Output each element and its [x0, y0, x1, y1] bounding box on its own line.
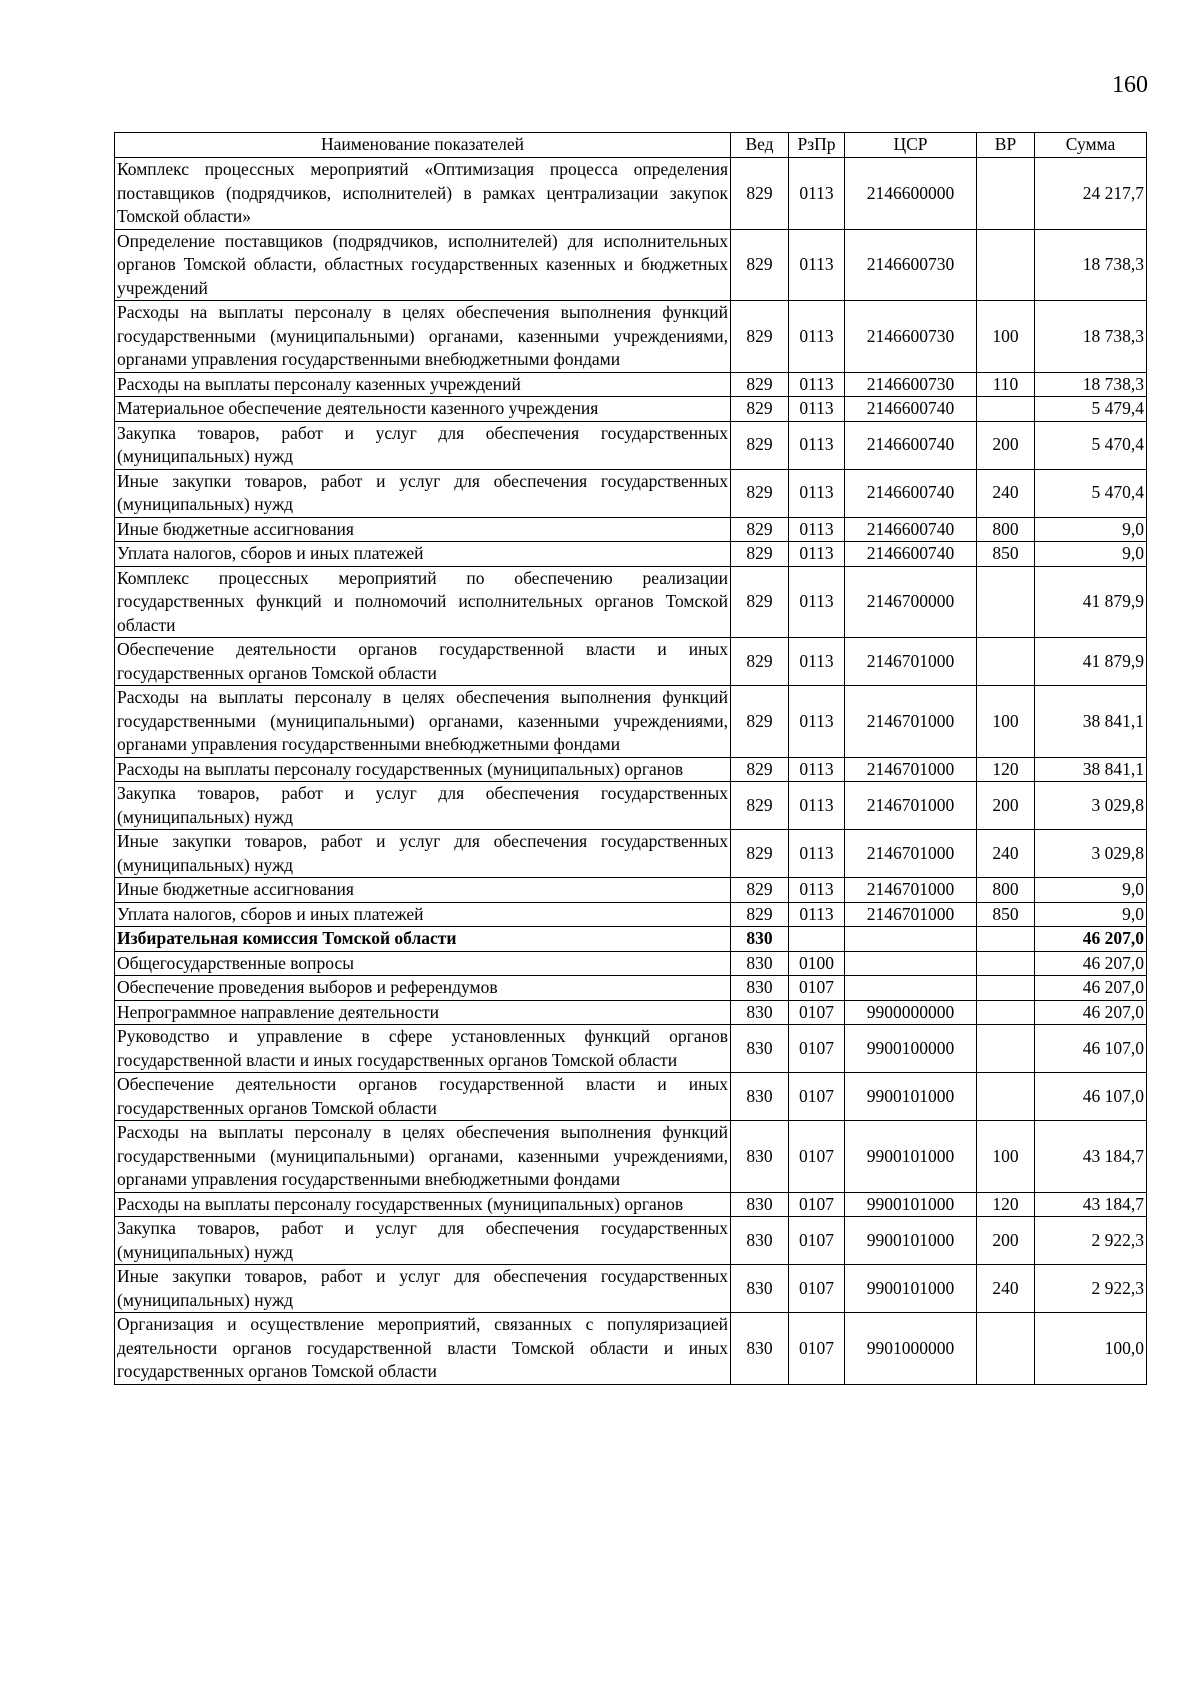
cell-sum: 41 879,9 — [1035, 638, 1147, 686]
table-row — [115, 566, 1147, 638]
table-row — [115, 397, 1147, 422]
cell-vr: 100 — [977, 686, 1035, 758]
cell-sum: 46 107,0 — [1035, 1025, 1147, 1073]
cell-sum: 18 738,3 — [1035, 229, 1147, 301]
cell-ved: 830 — [731, 976, 789, 1001]
cell-rzpr: 0107 — [789, 1073, 845, 1121]
cell-ved: 830 — [731, 1073, 789, 1121]
table-row — [115, 1025, 1147, 1073]
cell-name: Иные закупки товаров, работ и услуг для обеспечения государственных (муниципальных) нужд — [115, 830, 731, 878]
cell-sum: 46 207,0 — [1035, 951, 1147, 976]
cell-csr: 9900101000 — [845, 1192, 977, 1217]
cell-vr — [977, 397, 1035, 422]
cell-csr: 2146701000 — [845, 757, 977, 782]
cell-sum: 9,0 — [1035, 517, 1147, 542]
cell-name: Организация и осуществление мероприятий, связанных с популяризацией деятельности органов государственной власти Томской области и иных государственных органов Томской области — [115, 1313, 731, 1385]
cell-csr: 2146600730 — [845, 301, 977, 373]
table-row — [115, 229, 1147, 301]
cell-ved: 830 — [731, 1265, 789, 1313]
cell-ved: 829 — [731, 229, 789, 301]
cell-vr: 120 — [977, 1192, 1035, 1217]
table-row — [115, 421, 1147, 469]
cell-sum: 24 217,7 — [1035, 158, 1147, 230]
cell-vr — [977, 1073, 1035, 1121]
header-sum: Сумма — [1035, 133, 1147, 158]
cell-sum: 9,0 — [1035, 902, 1147, 927]
cell-ved: 830 — [731, 1025, 789, 1073]
table-row — [115, 301, 1147, 373]
cell-ved: 830 — [731, 951, 789, 976]
cell-csr: 2146701000 — [845, 902, 977, 927]
cell-sum: 3 029,8 — [1035, 830, 1147, 878]
cell-rzpr: 0113 — [789, 301, 845, 373]
cell-csr: 9900101000 — [845, 1265, 977, 1313]
table-row — [115, 976, 1147, 1001]
cell-rzpr: 0107 — [789, 1025, 845, 1073]
cell-rzpr: 0113 — [789, 902, 845, 927]
table-row — [115, 1073, 1147, 1121]
cell-vr — [977, 638, 1035, 686]
page-number: 160 — [1112, 72, 1148, 98]
cell-rzpr: 0113 — [789, 397, 845, 422]
cell-rzpr: 0113 — [789, 782, 845, 830]
header-vr: ВР — [977, 133, 1035, 158]
cell-ved: 829 — [731, 372, 789, 397]
table-row — [115, 686, 1147, 758]
cell-rzpr: 0113 — [789, 542, 845, 567]
cell-vr: 850 — [977, 902, 1035, 927]
table-row — [115, 372, 1147, 397]
cell-sum: 38 841,1 — [1035, 686, 1147, 758]
cell-sum: 5 470,4 — [1035, 421, 1147, 469]
cell-sum: 38 841,1 — [1035, 757, 1147, 782]
cell-csr: 9901000000 — [845, 1313, 977, 1385]
cell-rzpr: 0113 — [789, 757, 845, 782]
cell-sum: 46 107,0 — [1035, 1073, 1147, 1121]
cell-csr: 9900101000 — [845, 1073, 977, 1121]
cell-ved: 829 — [731, 638, 789, 686]
cell-csr: 2146700000 — [845, 566, 977, 638]
cell-csr — [845, 976, 977, 1001]
cell-rzpr: 0113 — [789, 372, 845, 397]
table-row — [115, 782, 1147, 830]
table-row — [115, 1217, 1147, 1265]
cell-vr: 800 — [977, 878, 1035, 903]
cell-vr — [977, 976, 1035, 1001]
cell-name: Расходы на выплаты персоналу государственных (муниципальных) органов — [115, 1192, 731, 1217]
cell-csr: 2146701000 — [845, 638, 977, 686]
cell-vr — [977, 229, 1035, 301]
table-row — [115, 757, 1147, 782]
cell-vr: 120 — [977, 757, 1035, 782]
cell-ved: 830 — [731, 1192, 789, 1217]
cell-sum: 46 207,0 — [1035, 1000, 1147, 1025]
cell-ved: 829 — [731, 566, 789, 638]
cell-name: Иные бюджетные ассигнования — [115, 878, 731, 903]
cell-ved: 830 — [731, 1000, 789, 1025]
budget-table — [114, 132, 1147, 1385]
cell-csr: 2146600730 — [845, 372, 977, 397]
cell-sum: 9,0 — [1035, 542, 1147, 567]
cell-name: Расходы на выплаты персоналу в целях обеспечения выполнения функций государственными (муниципальными) органами, казенными учреждениями, органами управления государственными внебюджетными фондами — [115, 301, 731, 373]
cell-name: Иные закупки товаров, работ и услуг для обеспечения государственных (муниципальных) нужд — [115, 1265, 731, 1313]
cell-vr — [977, 1025, 1035, 1073]
cell-vr — [977, 566, 1035, 638]
cell-csr — [845, 927, 977, 952]
cell-rzpr: 0107 — [789, 1217, 845, 1265]
table-row — [115, 902, 1147, 927]
cell-name: Расходы на выплаты персоналу государственных (муниципальных) органов — [115, 757, 731, 782]
cell-rzpr — [789, 927, 845, 952]
cell-rzpr: 0107 — [789, 1313, 845, 1385]
cell-sum: 46 207,0 — [1035, 976, 1147, 1001]
cell-name: Иные бюджетные ассигнования — [115, 517, 731, 542]
cell-rzpr: 0113 — [789, 686, 845, 758]
cell-vr: 100 — [977, 1121, 1035, 1193]
cell-rzpr: 0113 — [789, 878, 845, 903]
cell-csr: 2146600740 — [845, 517, 977, 542]
cell-ved: 830 — [731, 1313, 789, 1385]
cell-csr: 2146600740 — [845, 542, 977, 567]
cell-rzpr: 0113 — [789, 517, 845, 542]
cell-name: Избирательная комиссия Томской области — [115, 927, 731, 952]
cell-name: Иные закупки товаров, работ и услуг для обеспечения государственных (муниципальных) нужд — [115, 469, 731, 517]
table-row — [115, 951, 1147, 976]
cell-sum: 18 738,3 — [1035, 372, 1147, 397]
cell-csr: 9900000000 — [845, 1000, 977, 1025]
cell-name: Расходы на выплаты персоналу казенных учреждений — [115, 372, 731, 397]
cell-sum: 41 879,9 — [1035, 566, 1147, 638]
table-body — [115, 158, 1147, 1385]
table-row — [115, 927, 1147, 952]
cell-csr: 2146600000 — [845, 158, 977, 230]
cell-rzpr: 0113 — [789, 158, 845, 230]
cell-csr: 2146600740 — [845, 397, 977, 422]
cell-rzpr: 0107 — [789, 1192, 845, 1217]
cell-vr: 800 — [977, 517, 1035, 542]
cell-ved: 829 — [731, 542, 789, 567]
cell-ved: 829 — [731, 902, 789, 927]
cell-name: Общегосударственные вопросы — [115, 951, 731, 976]
cell-vr: 240 — [977, 830, 1035, 878]
table-row — [115, 1265, 1147, 1313]
table-row — [115, 1121, 1147, 1193]
cell-ved: 829 — [731, 158, 789, 230]
cell-sum: 9,0 — [1035, 878, 1147, 903]
cell-name: Определение поставщиков (подрядчиков, исполнителей) для исполнительных органов Томской области, областных государственных казенных и бюджетных учреждений — [115, 229, 731, 301]
cell-sum: 43 184,7 — [1035, 1121, 1147, 1193]
cell-rzpr: 0113 — [789, 469, 845, 517]
table-row — [115, 830, 1147, 878]
cell-ved: 829 — [731, 878, 789, 903]
cell-name: Закупка товаров, работ и услуг для обеспечения государственных (муниципальных) нужд — [115, 421, 731, 469]
cell-rzpr: 0107 — [789, 976, 845, 1001]
cell-vr — [977, 951, 1035, 976]
cell-csr: 9900100000 — [845, 1025, 977, 1073]
cell-rzpr: 0107 — [789, 1121, 845, 1193]
cell-ved: 829 — [731, 301, 789, 373]
cell-name: Уплата налогов, сборов и иных платежей — [115, 902, 731, 927]
cell-sum: 2 922,3 — [1035, 1265, 1147, 1313]
cell-vr — [977, 1000, 1035, 1025]
table-row — [115, 1192, 1147, 1217]
table-row — [115, 1000, 1147, 1025]
cell-name: Обеспечение деятельности органов государственной власти и иных государственных органов Томской области — [115, 638, 731, 686]
cell-ved: 829 — [731, 830, 789, 878]
table-row — [115, 517, 1147, 542]
table-header-row — [115, 133, 1147, 158]
cell-sum: 46 207,0 — [1035, 927, 1147, 952]
cell-name: Расходы на выплаты персоналу в целях обеспечения выполнения функций государственными (муниципальными) органами, казенными учреждениями, органами управления государственными внебюджетными фондами — [115, 1121, 731, 1193]
cell-vr — [977, 927, 1035, 952]
cell-rzpr: 0113 — [789, 566, 845, 638]
cell-name: Закупка товаров, работ и услуг для обеспечения государственных (муниципальных) нужд — [115, 1217, 731, 1265]
cell-ved: 829 — [731, 469, 789, 517]
cell-name: Обеспечение проведения выборов и референдумов — [115, 976, 731, 1001]
cell-sum: 5 470,4 — [1035, 469, 1147, 517]
cell-csr: 9900101000 — [845, 1121, 977, 1193]
cell-name: Комплекс процессных мероприятий по обеспечению реализации государственных функций и полномочий исполнительных органов Томской области — [115, 566, 731, 638]
cell-rzpr: 0113 — [789, 830, 845, 878]
cell-csr — [845, 951, 977, 976]
cell-vr: 200 — [977, 782, 1035, 830]
cell-name: Руководство и управление в сфере установленных функций органов государственной власти и иных государственных органов Томской области — [115, 1025, 731, 1073]
cell-rzpr: 0113 — [789, 638, 845, 686]
cell-name: Комплекс процессных мероприятий «Оптимизация процесса определения поставщиков (подрядчиков, исполнителей) в рамках централизации закупок Томской области» — [115, 158, 731, 230]
cell-vr — [977, 158, 1035, 230]
cell-vr: 240 — [977, 1265, 1035, 1313]
cell-sum: 2 922,3 — [1035, 1217, 1147, 1265]
header-name: Наименование показателей — [115, 133, 731, 158]
cell-ved: 829 — [731, 757, 789, 782]
cell-ved: 830 — [731, 1121, 789, 1193]
header-csr: ЦСР — [845, 133, 977, 158]
table-row — [115, 878, 1147, 903]
cell-name: Закупка товаров, работ и услуг для обеспечения государственных (муниципальных) нужд — [115, 782, 731, 830]
cell-vr: 200 — [977, 421, 1035, 469]
cell-vr — [977, 1313, 1035, 1385]
cell-ved: 829 — [731, 397, 789, 422]
cell-sum: 3 029,8 — [1035, 782, 1147, 830]
header-rzpr: РзПр — [789, 133, 845, 158]
cell-ved: 829 — [731, 517, 789, 542]
cell-csr: 2146701000 — [845, 830, 977, 878]
table-row — [115, 638, 1147, 686]
cell-csr: 2146600740 — [845, 469, 977, 517]
cell-vr: 100 — [977, 301, 1035, 373]
header-ved: Вед — [731, 133, 789, 158]
cell-name: Расходы на выплаты персоналу в целях обеспечения выполнения функций государственными (муниципальными) органами, казенными учреждениями, органами управления государственными внебюджетными фондами — [115, 686, 731, 758]
cell-rzpr: 0107 — [789, 1265, 845, 1313]
cell-ved: 829 — [731, 686, 789, 758]
cell-rzpr: 0107 — [789, 1000, 845, 1025]
cell-csr: 2146701000 — [845, 782, 977, 830]
cell-sum: 18 738,3 — [1035, 301, 1147, 373]
cell-name: Материальное обеспечение деятельности казенного учреждения — [115, 397, 731, 422]
cell-vr: 240 — [977, 469, 1035, 517]
table-row — [115, 1313, 1147, 1385]
cell-vr: 110 — [977, 372, 1035, 397]
cell-csr: 2146600740 — [845, 421, 977, 469]
cell-sum: 43 184,7 — [1035, 1192, 1147, 1217]
cell-rzpr: 0113 — [789, 421, 845, 469]
table-row — [115, 469, 1147, 517]
cell-ved: 829 — [731, 782, 789, 830]
cell-name: Обеспечение деятельности органов государственной власти и иных государственных органов Томской области — [115, 1073, 731, 1121]
cell-name: Уплата налогов, сборов и иных платежей — [115, 542, 731, 567]
cell-sum: 100,0 — [1035, 1313, 1147, 1385]
cell-ved: 829 — [731, 421, 789, 469]
cell-ved: 830 — [731, 927, 789, 952]
cell-vr: 200 — [977, 1217, 1035, 1265]
table-row — [115, 158, 1147, 230]
table-row — [115, 542, 1147, 567]
cell-vr: 850 — [977, 542, 1035, 567]
cell-rzpr: 0113 — [789, 229, 845, 301]
cell-rzpr: 0100 — [789, 951, 845, 976]
cell-name: Непрограммное направление деятельности — [115, 1000, 731, 1025]
cell-csr: 2146701000 — [845, 878, 977, 903]
cell-csr: 9900101000 — [845, 1217, 977, 1265]
cell-csr: 2146600730 — [845, 229, 977, 301]
cell-ved: 830 — [731, 1217, 789, 1265]
cell-csr: 2146701000 — [845, 686, 977, 758]
cell-sum: 5 479,4 — [1035, 397, 1147, 422]
